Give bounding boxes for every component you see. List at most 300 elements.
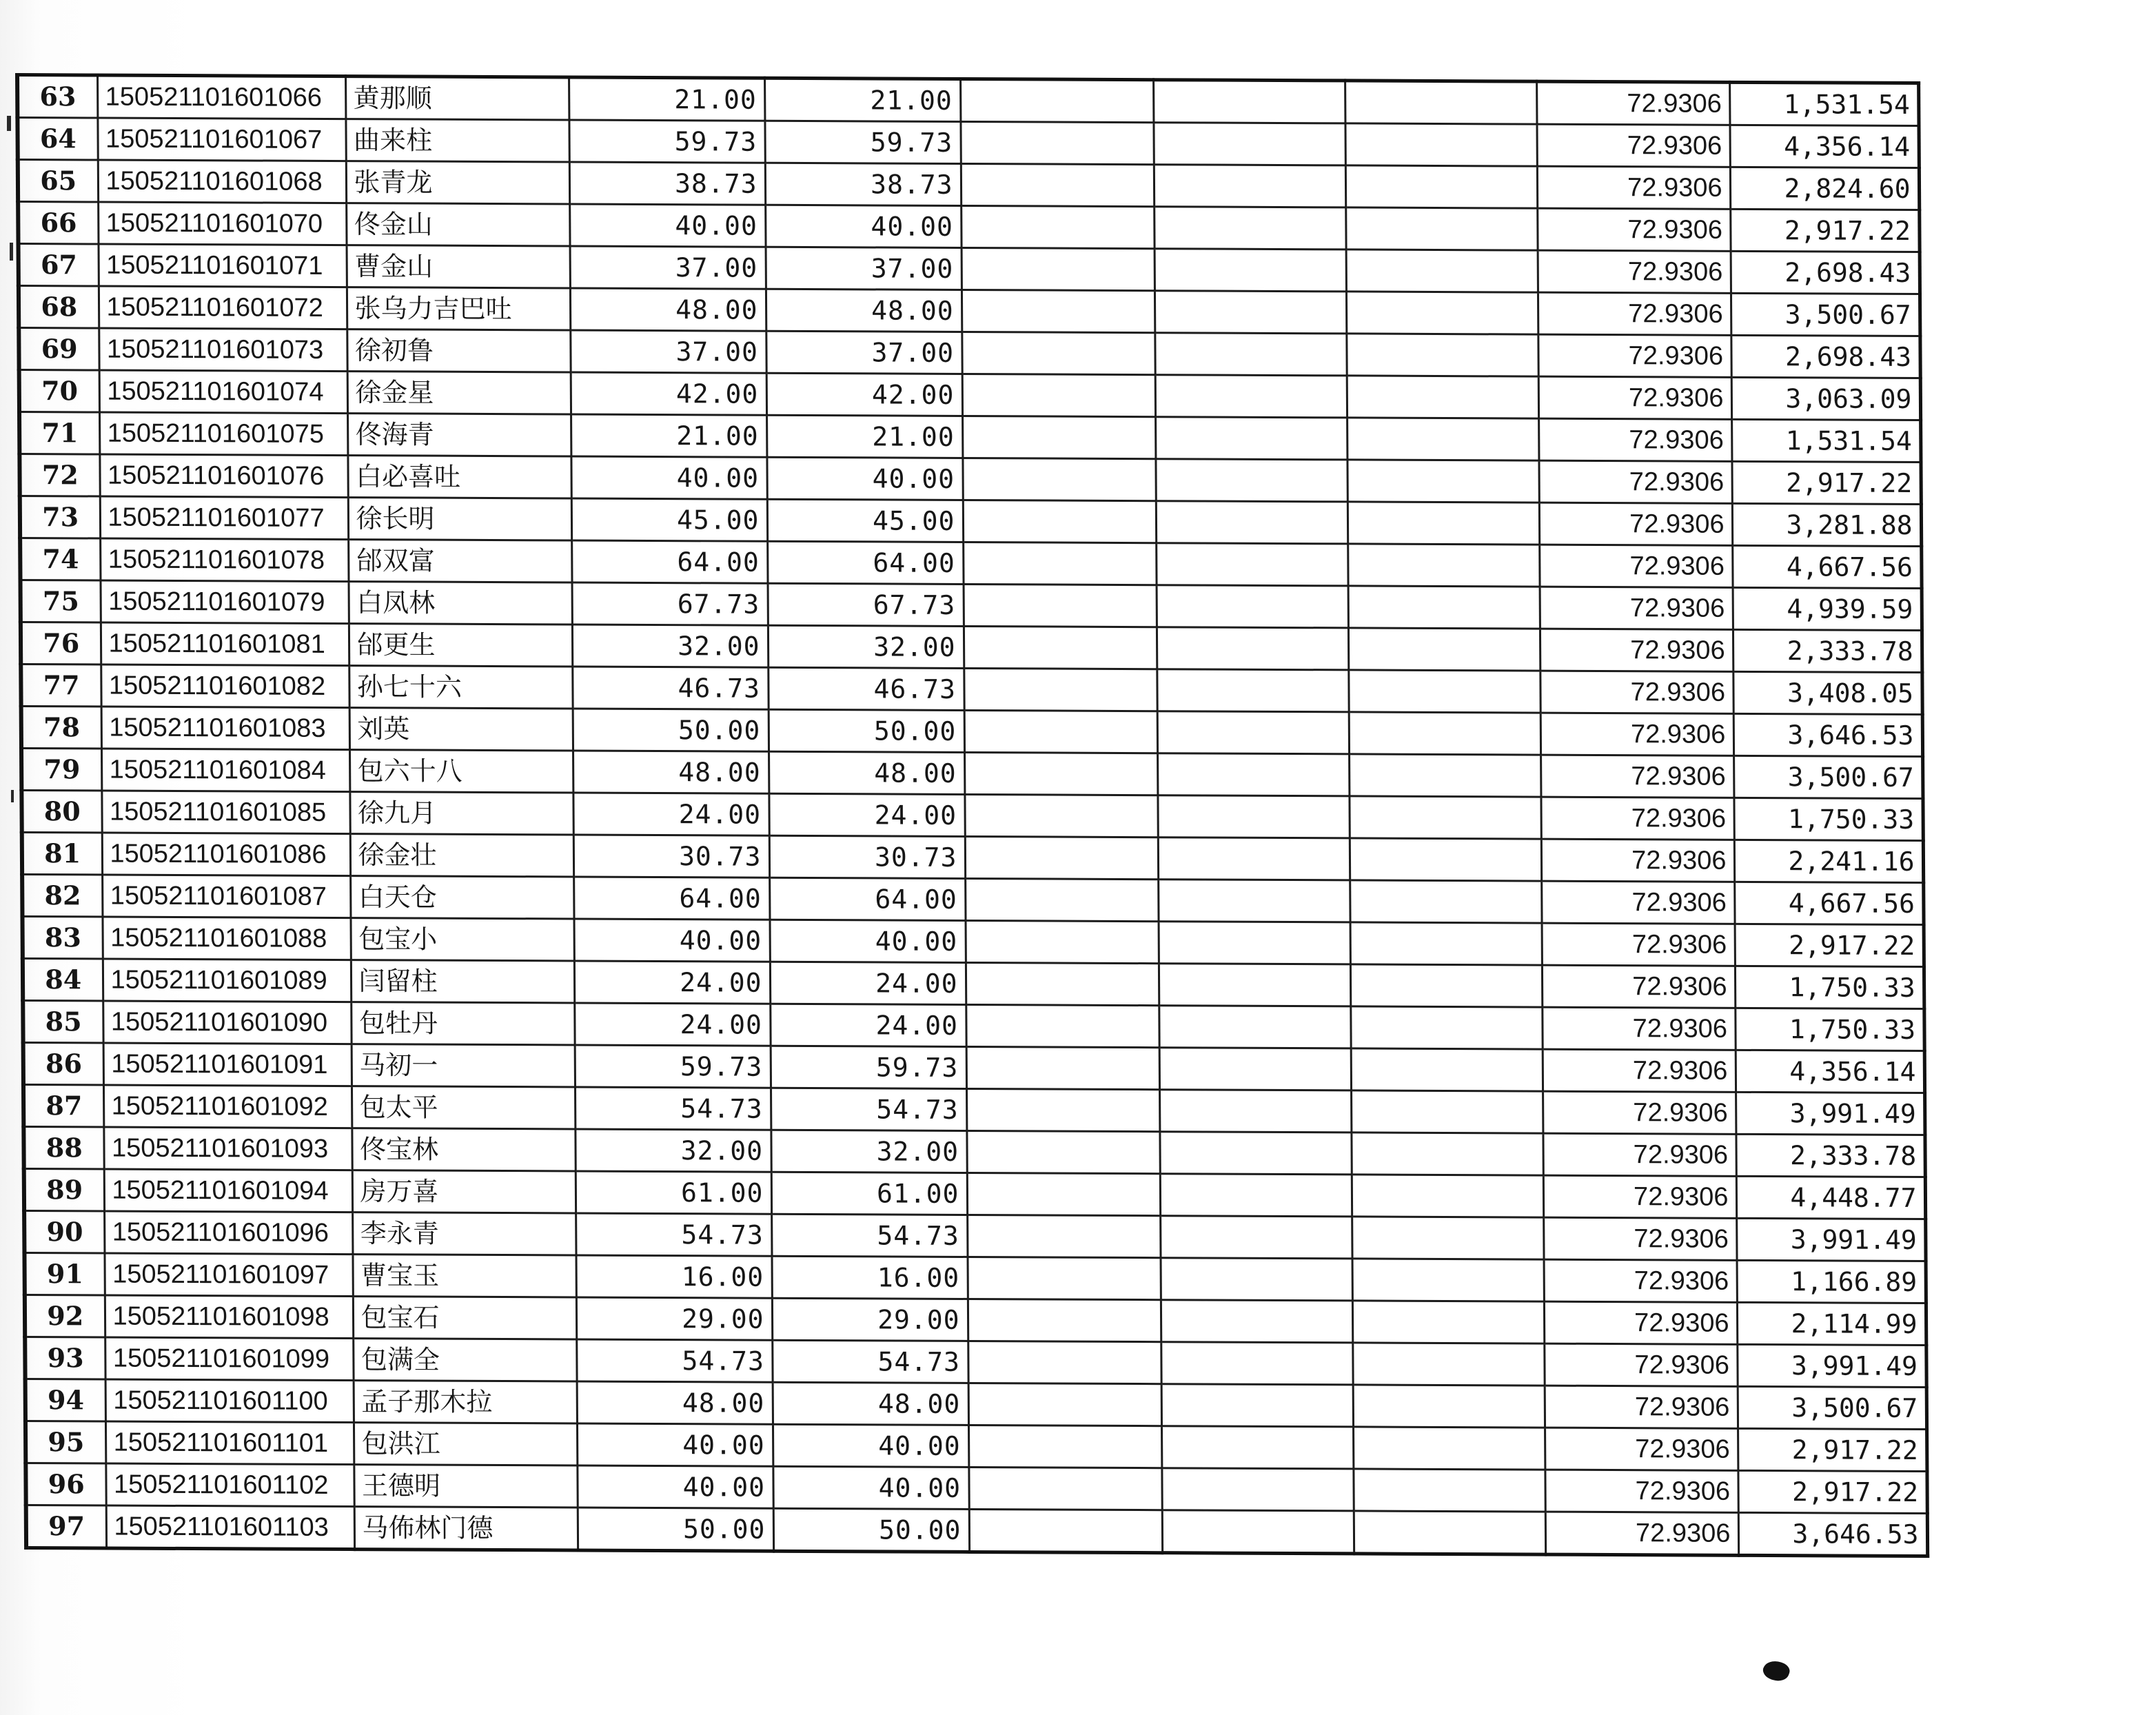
- name-cell: 白必喜吐: [347, 456, 571, 498]
- area-a-cell: 61.00: [576, 1171, 771, 1214]
- empty-cell: [967, 1215, 1160, 1257]
- area-b-cell: 32.00: [771, 1130, 966, 1173]
- row-number-cell: 63: [17, 75, 97, 119]
- empty-cell: [966, 920, 1159, 963]
- table-row: [26, 1505, 1927, 1556]
- empty-cell: [1346, 250, 1538, 292]
- empty-cell: [965, 878, 1158, 921]
- empty-cell: [962, 458, 1155, 500]
- empty-cell: [962, 416, 1155, 458]
- name-cell: 徐金壮: [350, 834, 573, 877]
- name-cell: 包太平: [352, 1086, 575, 1129]
- empty-cell: [1351, 1133, 1543, 1175]
- amount-cell: 1,166.89: [1737, 1260, 1926, 1303]
- name-cell: 徐九月: [349, 792, 573, 835]
- rate-cell: 72.9306: [1537, 166, 1730, 209]
- rate-cell: 72.9306: [1538, 334, 1731, 377]
- name-cell: 李永青: [352, 1212, 576, 1255]
- area-a-cell: 40.00: [574, 919, 770, 962]
- area-a-cell: 64.00: [571, 540, 767, 583]
- empty-cell: [1155, 459, 1347, 502]
- empty-cell: [1350, 880, 1541, 923]
- empty-cell: [968, 1467, 1161, 1510]
- area-a-cell: 42.00: [571, 372, 766, 415]
- rate-cell: 72.9306: [1540, 587, 1733, 629]
- rate-cell: 72.9306: [1542, 923, 1735, 966]
- rate-cell: 72.9306: [1542, 965, 1735, 1008]
- household-id-cell: 150521101601074: [99, 370, 347, 414]
- row-number-cell: 68: [19, 286, 99, 329]
- household-id-cell: 150521101601082: [101, 664, 349, 708]
- household-id-cell: 150521101601072: [99, 286, 347, 329]
- row-number-cell: 95: [26, 1421, 105, 1463]
- empty-cell: [964, 794, 1157, 837]
- empty-cell: [962, 374, 1155, 416]
- empty-cell: [1349, 796, 1540, 839]
- amount-cell: 2,917.22: [1735, 924, 1924, 966]
- name-cell: 佟宝林: [352, 1128, 575, 1171]
- rate-cell: 72.9306: [1538, 460, 1731, 503]
- area-b-cell: 24.00: [770, 962, 966, 1004]
- empty-cell: [964, 752, 1157, 795]
- empty-cell: [962, 247, 1155, 290]
- row-number-cell: 67: [19, 244, 99, 287]
- empty-cell: [1345, 207, 1537, 250]
- area-b-cell: 48.00: [773, 1382, 968, 1425]
- household-id-cell: 150521101601075: [99, 412, 347, 456]
- area-b-cell: 54.73: [771, 1214, 967, 1257]
- row-number-cell: 88: [23, 1126, 103, 1169]
- empty-cell: [1159, 1090, 1351, 1133]
- name-cell: 包洪江: [354, 1423, 577, 1465]
- household-id-cell: 150521101601073: [99, 328, 347, 372]
- rate-cell: 72.9306: [1538, 250, 1731, 293]
- amount-cell: 1,531.54: [1729, 82, 1918, 125]
- rate-cell: 72.9306: [1539, 545, 1732, 587]
- household-id-cell: 150521101601101: [105, 1421, 354, 1465]
- empty-cell: [1154, 207, 1345, 250]
- empty-cell: [1159, 1006, 1350, 1048]
- area-a-cell: 32.00: [575, 1129, 771, 1172]
- empty-cell: [1159, 922, 1350, 964]
- row-number-cell: 73: [20, 496, 100, 539]
- empty-cell: [968, 1425, 1161, 1468]
- ledger-sheet: [15, 73, 1935, 1646]
- area-a-cell: 24.00: [574, 961, 770, 1004]
- area-b-cell: 50.00: [769, 709, 964, 752]
- empty-cell: [1350, 1006, 1542, 1049]
- empty-cell: [1156, 501, 1348, 544]
- area-a-cell: 67.73: [572, 582, 768, 625]
- area-b-cell: 24.00: [769, 793, 964, 836]
- rate-cell: 72.9306: [1540, 629, 1733, 671]
- household-id-cell: 150521101601066: [97, 75, 345, 119]
- amount-cell: 3,646.53: [1733, 713, 1922, 756]
- rate-cell: 72.9306: [1540, 797, 1733, 840]
- row-number-cell: 71: [19, 412, 99, 455]
- row-number-cell: 82: [22, 875, 102, 917]
- row-number-cell: 86: [23, 1042, 103, 1085]
- empty-cell: [1156, 543, 1348, 586]
- area-b-cell: 40.00: [765, 205, 961, 247]
- amount-cell: 3,281.88: [1732, 503, 1921, 546]
- rate-cell: 72.9306: [1536, 81, 1729, 125]
- area-a-cell: 21.00: [571, 414, 766, 457]
- amount-cell: 3,500.67: [1738, 1386, 1926, 1429]
- empty-cell: [1352, 1343, 1544, 1386]
- empty-cell: [1346, 334, 1538, 376]
- area-b-cell: 40.00: [773, 1424, 968, 1467]
- name-cell: 张乌力吉巴吐: [347, 287, 570, 330]
- empty-cell: [966, 962, 1159, 1005]
- household-id-cell: 150521101601076: [99, 454, 347, 498]
- empty-cell: [1153, 123, 1345, 165]
- amount-cell: 1,750.33: [1735, 966, 1924, 1008]
- amount-cell: 2,698.43: [1731, 335, 1920, 378]
- empty-cell: [1351, 1090, 1543, 1133]
- row-number-cell: 74: [20, 538, 100, 581]
- rate-cell: 72.9306: [1544, 1259, 1737, 1302]
- name-cell: 白天仓: [350, 876, 573, 919]
- empty-cell: [1345, 81, 1536, 124]
- household-id-cell: 150521101601088: [102, 917, 350, 960]
- empty-cell: [964, 710, 1157, 753]
- empty-cell: [963, 542, 1156, 585]
- area-b-cell: 40.00: [773, 1466, 968, 1509]
- empty-cell: [1161, 1342, 1352, 1385]
- amount-cell: 1,531.54: [1731, 419, 1920, 462]
- amount-cell: 2,698.43: [1731, 251, 1920, 294]
- name-cell: 包六十八: [349, 750, 573, 793]
- area-b-cell: 42.00: [766, 373, 962, 416]
- area-b-cell: 45.00: [767, 499, 963, 542]
- area-a-cell: 54.73: [576, 1213, 771, 1256]
- area-a-cell: 40.00: [569, 204, 765, 247]
- household-id-cell: 150521101601093: [103, 1127, 352, 1170]
- empty-cell: [1157, 753, 1349, 796]
- empty-cell: [1158, 880, 1350, 922]
- name-cell: 包满全: [353, 1339, 576, 1381]
- amount-cell: 4,939.59: [1733, 587, 1922, 630]
- rate-cell: 72.9306: [1542, 1007, 1735, 1050]
- empty-cell: [966, 1004, 1159, 1047]
- empty-cell: [962, 290, 1155, 332]
- name-cell: 包宝小: [350, 918, 573, 961]
- rate-cell: 72.9306: [1540, 755, 1733, 798]
- area-a-cell: 37.00: [570, 330, 766, 373]
- empty-cell: [969, 1509, 1162, 1552]
- household-id-cell: 150521101601091: [103, 1043, 352, 1086]
- rate-cell: 72.9306: [1545, 1386, 1738, 1428]
- area-a-cell: 30.73: [573, 835, 769, 877]
- area-a-cell: 48.00: [570, 288, 766, 331]
- area-b-cell: 54.73: [771, 1088, 966, 1130]
- row-number-cell: 83: [22, 917, 102, 960]
- row-number-cell: 80: [21, 791, 101, 833]
- area-a-cell: 50.00: [573, 709, 769, 751]
- empty-cell: [1155, 249, 1346, 292]
- empty-cell: [968, 1383, 1161, 1425]
- name-cell: 马初一: [352, 1044, 575, 1087]
- household-id-cell: 150521101601103: [106, 1505, 354, 1550]
- row-number-cell: 72: [19, 454, 99, 497]
- empty-cell: [1161, 1468, 1353, 1511]
- empty-cell: [968, 1299, 1161, 1341]
- row-number-cell: 93: [25, 1337, 105, 1379]
- row-number-cell: 79: [21, 749, 101, 791]
- name-cell: 闫留柱: [351, 960, 574, 1003]
- empty-cell: [1354, 1511, 1545, 1554]
- rate-cell: 72.9306: [1543, 1091, 1736, 1134]
- area-a-cell: 46.73: [572, 667, 768, 709]
- area-b-cell: 46.73: [768, 667, 964, 710]
- area-a-cell: 40.00: [577, 1423, 773, 1466]
- area-b-cell: 50.00: [773, 1508, 969, 1552]
- amount-cell: 3,991.49: [1736, 1218, 1925, 1261]
- area-a-cell: 50.00: [578, 1508, 773, 1551]
- area-b-cell: 30.73: [769, 835, 965, 878]
- empty-cell: [1157, 711, 1349, 754]
- empty-cell: [1162, 1510, 1354, 1554]
- rate-cell: 72.9306: [1543, 1175, 1736, 1218]
- amount-cell: 3,991.49: [1736, 1092, 1924, 1135]
- area-b-cell: 59.73: [771, 1046, 966, 1088]
- name-cell: 刘英: [349, 708, 573, 751]
- rate-cell: 72.9306: [1541, 839, 1734, 882]
- ledger-body: [17, 75, 1927, 1556]
- name-cell: 邰更生: [349, 624, 572, 667]
- empty-cell: [1345, 165, 1537, 208]
- name-cell: 徐初鲁: [347, 329, 570, 372]
- name-cell: 曹宝玉: [352, 1255, 576, 1297]
- rate-cell: 72.9306: [1545, 1428, 1738, 1470]
- empty-cell: [1160, 1174, 1352, 1217]
- area-a-cell: 48.00: [573, 751, 769, 793]
- amount-cell: 3,500.67: [1733, 755, 1922, 798]
- rate-cell: 72.9306: [1540, 671, 1733, 713]
- rate-cell: 72.9306: [1538, 292, 1731, 335]
- household-id-cell: 150521101601071: [99, 244, 347, 287]
- area-b-cell: 61.00: [771, 1172, 967, 1215]
- amount-cell: 3,063.09: [1731, 377, 1920, 420]
- household-id-cell: 150521101601094: [104, 1169, 352, 1212]
- amount-cell: 2,114.99: [1737, 1302, 1926, 1345]
- area-a-cell: 45.00: [571, 498, 767, 541]
- household-id-cell: 150521101601086: [102, 833, 350, 876]
- name-cell: 孙七十六: [349, 666, 572, 709]
- empty-cell: [964, 668, 1157, 711]
- ledger-table: [15, 73, 1929, 1558]
- name-cell: 邰双富: [348, 540, 571, 582]
- name-cell: 房万喜: [352, 1170, 576, 1213]
- area-b-cell: 32.00: [768, 625, 964, 668]
- empty-cell: [1155, 375, 1347, 418]
- name-cell: 张青龙: [346, 161, 569, 204]
- empty-cell: [966, 1130, 1159, 1173]
- row-number-cell: 64: [17, 118, 97, 161]
- household-id-cell: 150521101601099: [105, 1337, 353, 1381]
- name-cell: 王德明: [354, 1465, 577, 1508]
- name-cell: 徐金星: [347, 372, 571, 414]
- empty-cell: [1350, 964, 1542, 1007]
- area-b-cell: 21.00: [766, 415, 962, 458]
- row-number-cell: 66: [18, 202, 98, 245]
- empty-cell: [1160, 1216, 1352, 1259]
- name-cell: 马佈林门德: [354, 1507, 578, 1550]
- amount-cell: 2,917.22: [1738, 1470, 1926, 1513]
- empty-cell: [1349, 754, 1540, 797]
- rate-cell: 72.9306: [1538, 418, 1731, 461]
- area-b-cell: 40.00: [766, 457, 962, 500]
- empty-cell: [1155, 333, 1346, 376]
- empty-cell: [1161, 1384, 1353, 1427]
- row-number-cell: 76: [21, 622, 101, 665]
- empty-cell: [966, 1088, 1159, 1131]
- empty-cell: [1161, 1426, 1353, 1469]
- area-b-cell: 48.00: [766, 289, 962, 332]
- empty-cell: [1349, 712, 1540, 755]
- area-b-cell: 29.00: [772, 1298, 968, 1341]
- name-cell: 孟子那木拉: [354, 1381, 577, 1423]
- area-a-cell: 16.00: [576, 1255, 771, 1298]
- row-number-cell: 89: [24, 1168, 104, 1211]
- row-number-cell: 78: [21, 707, 101, 749]
- area-b-cell: 54.73: [772, 1340, 968, 1383]
- empty-cell: [1159, 1048, 1351, 1090]
- area-b-cell: 64.00: [767, 541, 963, 584]
- area-a-cell: 24.00: [574, 1003, 770, 1046]
- area-a-cell: 64.00: [573, 877, 769, 920]
- area-a-cell: 48.00: [577, 1381, 773, 1424]
- name-cell: 包牡丹: [351, 1002, 574, 1045]
- household-id-cell: 150521101601090: [103, 1001, 351, 1044]
- amount-cell: 3,408.05: [1733, 671, 1922, 714]
- empty-cell: [961, 205, 1154, 248]
- household-id-cell: 150521101601067: [97, 118, 345, 161]
- rate-cell: 72.9306: [1545, 1470, 1738, 1512]
- row-number-cell: 85: [23, 1001, 103, 1044]
- empty-cell: [1348, 586, 1540, 629]
- amount-cell: 1,750.33: [1735, 1008, 1924, 1051]
- empty-cell: [1348, 502, 1539, 545]
- row-number-cell: 94: [26, 1379, 105, 1421]
- rate-cell: 72.9306: [1543, 1217, 1736, 1260]
- amount-cell: 1,750.33: [1733, 798, 1922, 840]
- area-b-cell: 38.73: [765, 163, 961, 205]
- area-a-cell: 37.00: [570, 246, 766, 289]
- empty-cell: [968, 1341, 1161, 1383]
- empty-cell: [968, 1257, 1161, 1299]
- household-id-cell: 150521101601084: [101, 749, 349, 792]
- row-number-cell: 84: [23, 959, 103, 1002]
- amount-cell: 2,917.22: [1730, 209, 1919, 252]
- empty-cell: [1350, 838, 1541, 881]
- empty-cell: [962, 332, 1155, 374]
- empty-cell: [1155, 417, 1347, 460]
- name-cell: 白凤林: [349, 582, 572, 625]
- row-number-cell: 91: [24, 1252, 104, 1295]
- household-id-cell: 150521101601087: [102, 875, 350, 918]
- rate-cell: 72.9306: [1544, 1301, 1737, 1344]
- name-cell: 徐长明: [348, 498, 571, 540]
- household-id-cell: 150521101601081: [101, 622, 349, 666]
- scan-edge-mark: [11, 790, 14, 802]
- amount-cell: 2,333.78: [1736, 1134, 1924, 1177]
- empty-cell: [1157, 795, 1349, 838]
- name-cell: 曲来柱: [345, 119, 569, 162]
- area-b-cell: 48.00: [769, 751, 964, 794]
- amount-cell: 2,917.22: [1738, 1428, 1926, 1471]
- area-a-cell: 59.73: [575, 1045, 771, 1088]
- amount-cell: 4,667.56: [1734, 882, 1923, 924]
- empty-cell: [1347, 376, 1538, 418]
- empty-cell: [964, 626, 1157, 669]
- area-b-cell: 37.00: [766, 247, 962, 290]
- empty-cell: [1345, 123, 1536, 166]
- empty-cell: [967, 1173, 1160, 1215]
- area-b-cell: 16.00: [771, 1256, 967, 1299]
- empty-cell: [1353, 1385, 1545, 1428]
- rate-cell: 72.9306: [1545, 1512, 1738, 1555]
- household-id-cell: 150521101601079: [100, 580, 348, 624]
- name-cell: 佟金山: [346, 203, 569, 246]
- amount-cell: 2,917.22: [1731, 461, 1920, 504]
- area-b-cell: 67.73: [768, 583, 964, 626]
- area-b-cell: 59.73: [764, 121, 960, 163]
- empty-cell: [1352, 1175, 1543, 1217]
- row-number-cell: 90: [24, 1210, 104, 1253]
- empty-cell: [964, 584, 1157, 627]
- row-number-cell: 96: [26, 1463, 105, 1505]
- empty-cell: [1352, 1217, 1543, 1259]
- empty-cell: [1157, 627, 1348, 670]
- area-b-cell: 37.00: [766, 331, 962, 374]
- empty-cell: [1353, 1427, 1545, 1470]
- empty-cell: [1161, 1258, 1352, 1301]
- rate-cell: 72.9306: [1540, 713, 1733, 755]
- amount-cell: 4,667.56: [1732, 545, 1921, 588]
- empty-cell: [1351, 1048, 1543, 1091]
- empty-cell: [1352, 1259, 1544, 1301]
- rate-cell: 72.9306: [1539, 503, 1732, 545]
- empty-cell: [1352, 1301, 1544, 1343]
- rate-cell: 72.9306: [1544, 1343, 1737, 1386]
- household-id-cell: 150521101601078: [100, 538, 348, 582]
- household-id-cell: 150521101601098: [105, 1295, 353, 1339]
- empty-cell: [1157, 669, 1348, 712]
- row-number-cell: 87: [23, 1084, 103, 1127]
- empty-cell: [1348, 628, 1540, 671]
- row-number-cell: 81: [22, 833, 102, 875]
- rate-cell: 72.9306: [1543, 1133, 1736, 1176]
- household-id-cell: 150521101601068: [98, 160, 346, 203]
- row-number-cell: 92: [25, 1295, 105, 1337]
- name-cell: 佟海青: [347, 414, 571, 456]
- empty-cell: [1158, 838, 1350, 880]
- empty-cell: [1154, 165, 1345, 207]
- area-b-cell: 40.00: [770, 920, 966, 962]
- rate-cell: 72.9306: [1541, 881, 1734, 924]
- empty-cell: [960, 79, 1153, 122]
- empty-cell: [1159, 964, 1350, 1006]
- household-id-cell: 150521101601089: [103, 959, 351, 1002]
- empty-cell: [963, 500, 1156, 542]
- name-cell: 包宝石: [353, 1297, 576, 1339]
- name-cell: 黄那顺: [345, 77, 569, 120]
- household-id-cell: 150521101601097: [104, 1253, 352, 1297]
- empty-cell: [1353, 1469, 1545, 1512]
- empty-cell: [1157, 585, 1348, 628]
